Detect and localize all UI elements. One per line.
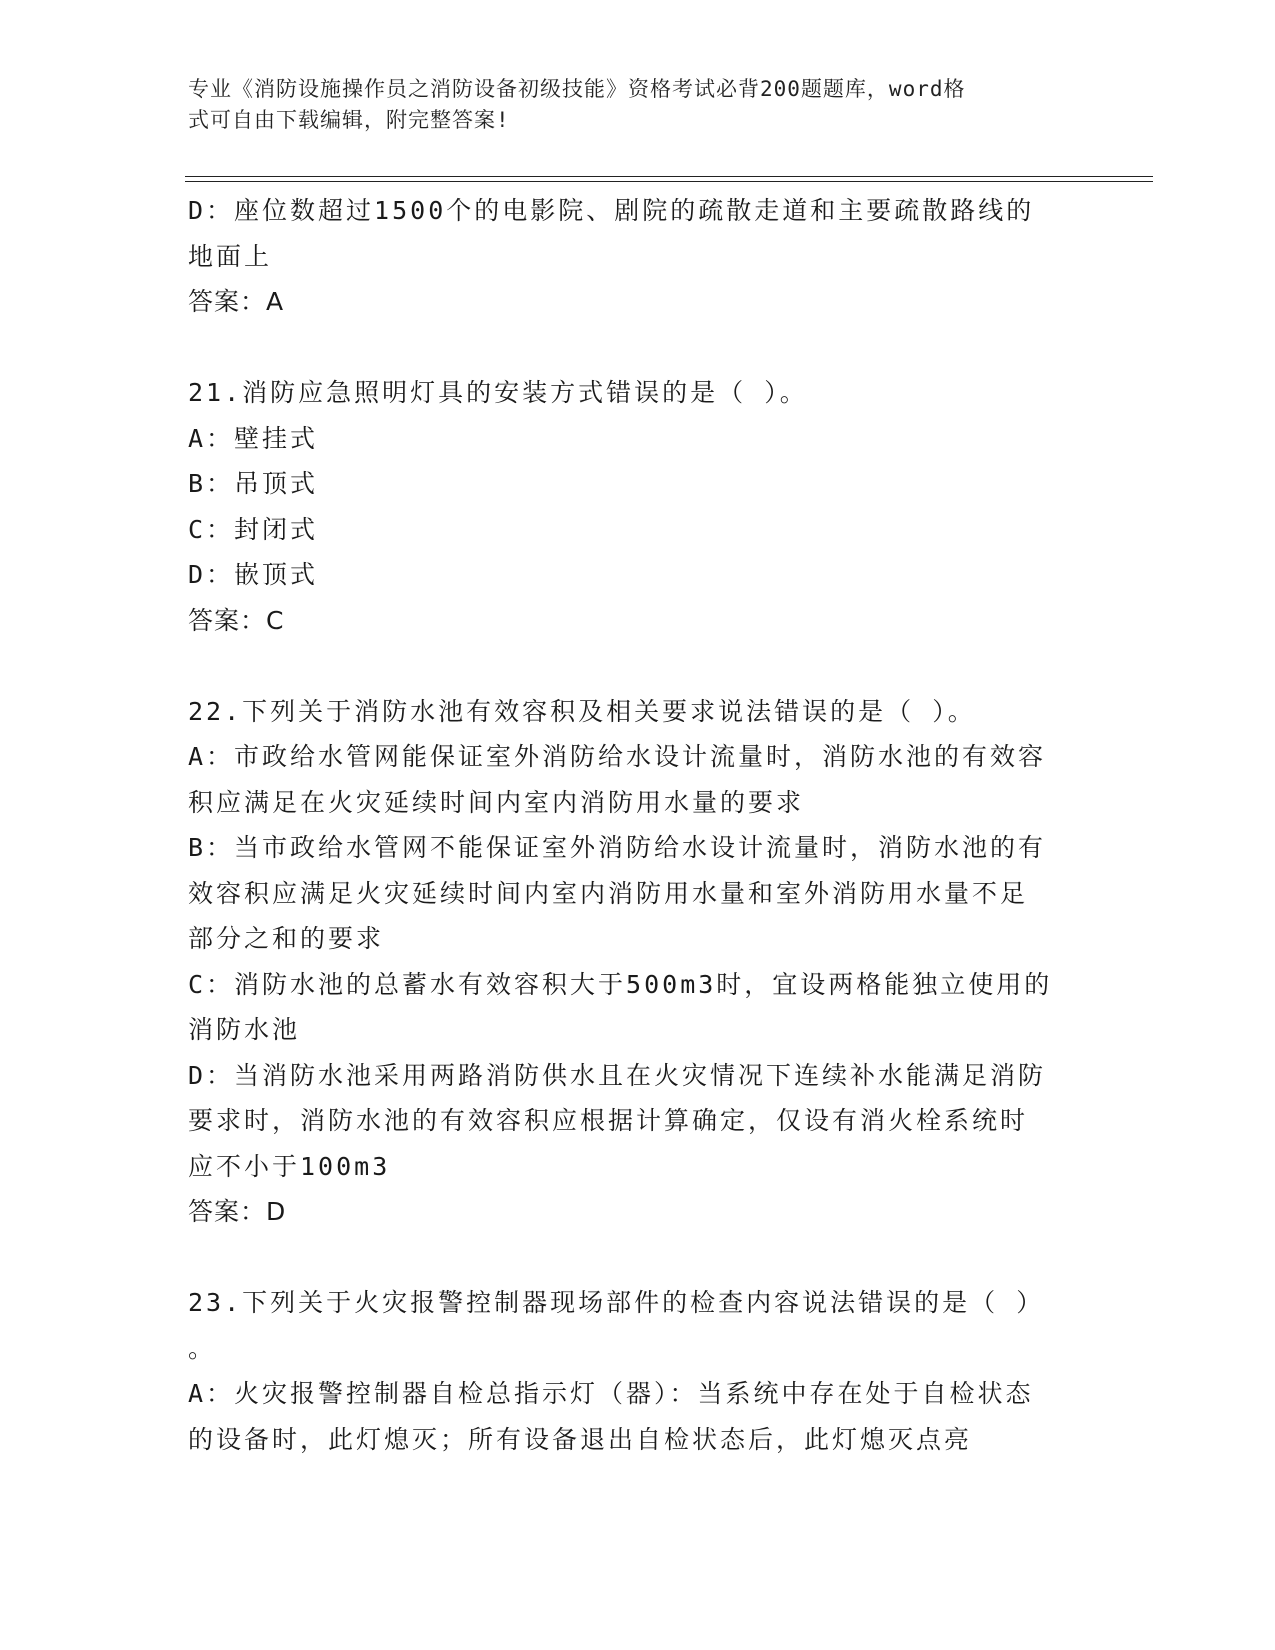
q21-answer: 答案：C: [188, 605, 285, 635]
q20-option-d-line-1: D：座位数超过1500个的电影院、剧院的疏散走道和主要疏散路线的: [188, 196, 1035, 225]
q22-option-a-line-2: 积应满足在火灾延续时间内室内消防用水量的要求: [188, 787, 805, 817]
header-rule-top: [185, 176, 1153, 177]
q22-option-c-line-1: C：消防水池的总蓄水有效容积大于500m3时，宜设两格能独立使用的: [188, 969, 1053, 999]
q22-question: 22.下列关于消防水池有效容积及相关要求说法错误的是（ ）。: [188, 696, 976, 726]
q22-option-d-line-2: 要求时，消防水池的有效容积应根据计算确定，仅设有消火栓系统时: [188, 1106, 1029, 1135]
q22-option-d-line-1: D：当消防水池采用两路消防供水且在火灾情况下连续补水能满足消防: [188, 1060, 1047, 1090]
header-line-2: 式可自由下载编辑，附完整答案!: [188, 108, 510, 132]
q21-option-b: B：吊顶式: [188, 469, 319, 498]
q21-question: 21.消防应急照明灯具的安装方式错误的是（ ）。: [188, 378, 808, 407]
q20-option-d-line-2: 地面上: [188, 241, 273, 271]
q22-option-b-line-2: 效容积应满足火灾延续时间内室内消防用水量和室外消防用水量不足: [188, 878, 1029, 908]
q21-option-c: C：封闭式: [188, 514, 319, 544]
q22-option-b-line-3: 部分之和的要求: [188, 924, 385, 953]
q23-option-a-line-1: A：火灾报警控制器自检总指示灯（器）：当系统中存在处于自检状态: [188, 1379, 1034, 1408]
q21-option-a: A：壁挂式: [188, 423, 319, 453]
q22-answer: 答案：D: [188, 1197, 287, 1226]
question-content: [188, 188, 1088, 1462]
q20-answer: 答案：A: [188, 287, 285, 316]
header-line-1: 专业《消防设施操作员之消防设备初级技能》资格考试必背200题题库，word格: [188, 77, 966, 101]
page-header: [188, 74, 1068, 136]
spacer: [188, 325, 1088, 371]
spacer: [188, 1235, 1088, 1281]
q21-option-d: D：嵌顶式: [188, 560, 319, 589]
q23-option-a-line-2: 的设备时，此灯熄灭；所有设备退出自检状态后，此灯熄灭点亮: [188, 1424, 973, 1454]
q23-question-line-2: 。: [188, 1333, 217, 1363]
spacer: [188, 643, 1088, 689]
q22-option-d-line-3: 应不小于100m3: [188, 1151, 391, 1181]
q22-option-b-line-1: B：当市政给水管网不能保证室外消防给水设计流量时，消防水池的有: [188, 833, 1047, 862]
q22-option-a-line-1: A：市政给水管网能保证室外消防给水设计流量时，消防水池的有效容: [188, 742, 1047, 771]
q22-option-c-line-2: 消防水池: [188, 1015, 301, 1044]
header-rule-bottom: [185, 181, 1153, 182]
q23-question-line-1: 23.下列关于火灾报警控制器现场部件的检查内容说法错误的是（ ）: [188, 1288, 1045, 1317]
